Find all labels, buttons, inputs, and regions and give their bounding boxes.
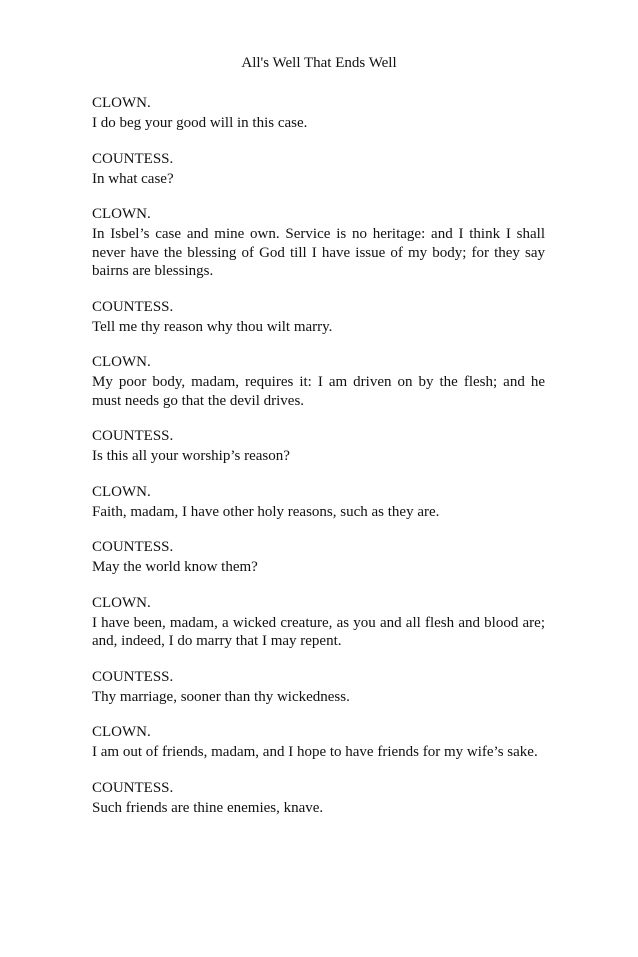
speaker-name: CLOWN. — [92, 483, 151, 500]
speaker-name: COUNTESS. — [92, 779, 174, 796]
speech-block — [92, 353, 545, 410]
speech-text: Such friends are thine enemies, knave. — [92, 799, 324, 816]
speaker-name: COUNTESS. — [92, 150, 174, 167]
speech-text: I am out of friends, madam, and I hope to have friends for my wife’s sake. — [92, 744, 538, 760]
speech-block — [92, 538, 545, 577]
speech-block — [92, 298, 545, 337]
speech-text: Faith, madam, I have other holy reasons, such as they are. — [92, 503, 440, 520]
speech-text: I have been, madam, a wicked creature, as you and all flesh and blood are; and, indeed, I do marry that I may repent. — [92, 614, 545, 649]
speech-text: In what case? — [92, 170, 174, 187]
speech-text: Is this all your worship’s reason? — [92, 448, 290, 464]
speaker-name: COUNTESS. — [92, 298, 174, 315]
speaker-name: CLOWN. — [92, 724, 151, 740]
speech-block — [92, 427, 545, 466]
speaker-name: CLOWN. — [92, 594, 151, 611]
speech-text: Tell me thy reason why thou wilt marry. — [92, 318, 333, 335]
speaker-name: CLOWN. — [92, 95, 151, 111]
speech-text: Thy marriage, sooner than thy wickedness. — [92, 688, 350, 705]
page-title: All's Well That Ends Well — [241, 55, 397, 71]
speech-text: In Isbel’s case and mine own. Service is no heritage: and I think I shall never have the blessing of God till I have issue of my body; for they say bairns are blessings. — [92, 226, 545, 279]
speech-text: I do beg your good will in this case. — [92, 115, 308, 131]
speaker-name: CLOWN. — [92, 354, 151, 370]
speech-block — [92, 94, 545, 133]
dialogue-body — [92, 94, 545, 834]
speech-block — [92, 594, 545, 651]
speech-block — [92, 205, 545, 281]
speaker-name: COUNTESS. — [92, 539, 174, 555]
speaker-name: CLOWN. — [92, 206, 151, 222]
speech-block — [92, 150, 545, 189]
speech-block — [92, 668, 545, 707]
speaker-name: COUNTESS. — [92, 668, 174, 685]
speaker-name: COUNTESS. — [92, 428, 174, 444]
speech-text: My poor body, madam, requires it: I am driven on by the flesh; and he must needs go that the devil drives. — [92, 374, 545, 409]
speech-text: May the world know them? — [92, 559, 258, 575]
speech-block — [92, 723, 545, 762]
speech-block — [92, 779, 545, 818]
speech-block — [92, 483, 545, 522]
